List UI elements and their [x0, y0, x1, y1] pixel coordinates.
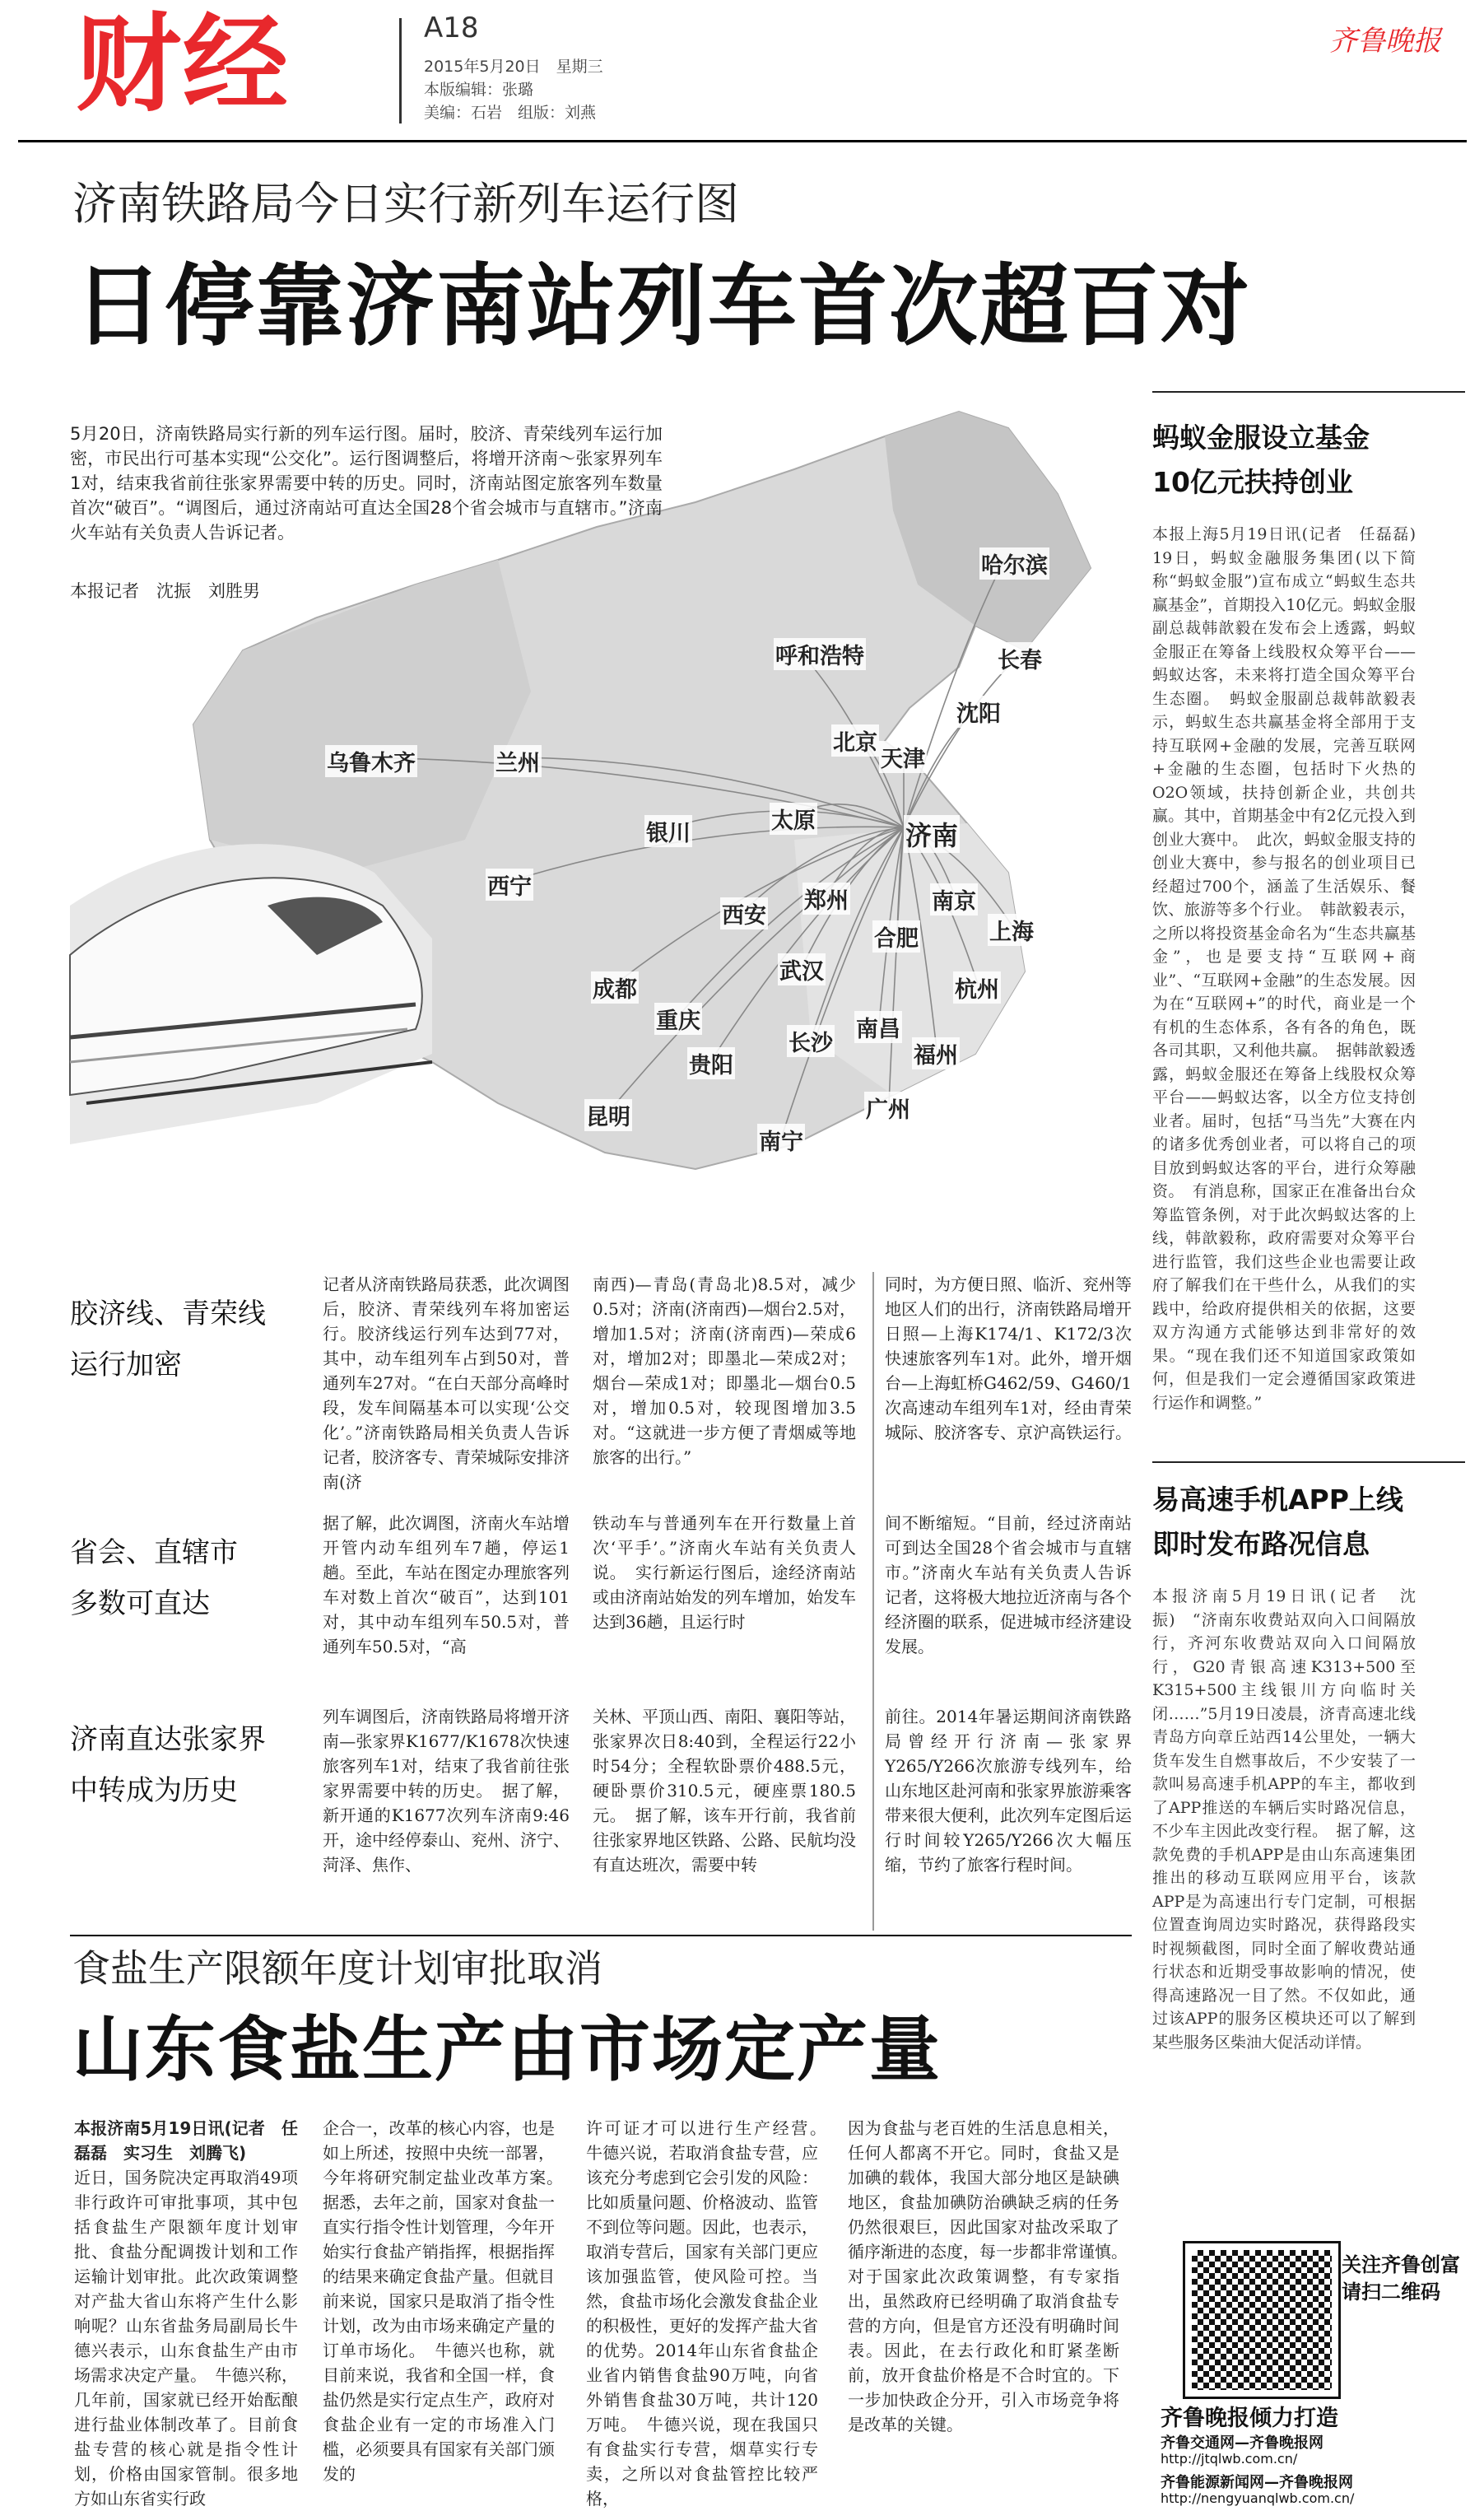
city-label: 银川 [644, 815, 692, 847]
page-number: A18 [424, 12, 479, 44]
city-label: 杭州 [953, 971, 1001, 1004]
city-label: 合肥 [872, 920, 920, 953]
city-label: 南宁 [757, 1124, 805, 1156]
high-speed-train-illustration [70, 844, 432, 1144]
site1-name: 齐鲁交通网—齐鲁晚报网 [1161, 2434, 1324, 2452]
article-separator [70, 1935, 1132, 1936]
qr-code[interactable] [1185, 2243, 1338, 2397]
masthead-divider [399, 18, 402, 123]
city-label-hub: 济南 [904, 815, 960, 853]
city-label: 上海 [988, 914, 1035, 946]
article2-col3: 许可证才可以进行生产经营。 牛德兴说，若取消食盐专营，应该充分考虑到它会引发的风险：比如质量问题、价格波动、监管不到位等问题。因此，也表示，取消专营后，国家有关部门更应该加强监管，使风险可控。当然，食盐市场化会激发食盐企业的积极性，更好的发挥产盐大省的优势。2014年山东省食盐企业省内销售食盐90万吨，向省外销售食盐30万吨，共计120万吨。 牛德兴说，现在我国只有食盐实行专营，烟草实行专卖，之所以对食盐管控比较严格， [586, 2118, 835, 2509]
city-label: 北京 [831, 724, 879, 757]
masthead-rule [18, 140, 1467, 142]
city-label: 长沙 [787, 1025, 835, 1057]
sidebar-mid-rule [1152, 1461, 1465, 1463]
article1-subtitle: 济南铁路局今日实行新列车运行图 [72, 178, 739, 230]
article2-col1: 本报济南5月19日讯(记者 任磊磊 实习生 刘腾飞) 近日，国务院决定再取消49项非行政许可审批事项，其中包括食盐生产限额年度计划审批、食盐分配调拨计划和工作运输计划审批。此次政策调整对产盐大省山东将产生什么影响呢？山东省盐务局副局长牛德兴表示，山东食盐生产由市场需求决定产量。 牛德兴称，几年前，国家就已经开始酝酿进行盐业体制改革了。目前食盐专营的核心就是指令性计划，价格由国家管制。很多地方如山东省实行政 [74, 2118, 298, 2509]
city-label: 兰州 [494, 745, 542, 777]
city-label: 太原 [770, 803, 817, 835]
section2-heading: 省会、直辖市 多数可直达 [70, 1536, 238, 1620]
section1-col2: 南西)—青岛(青岛北)8.5对，减少0.5对；济南(济南西)—烟台2.5对，增加1.5对；济南(济南西)—荣成6对，增加2对；即墨北—荣成2对；烟台—荣成1对；即墨北—烟台0.5对，增加0.5对，较现图增加3.5对。“这就进一步方便了青烟威等地旅客的出行。” [593, 1274, 856, 1467]
article1-lead: 5月20日，济南铁路局实行新的列车运行图。届时，胶济、青荣线列车运行加密，市民出行可基本实现“公交化”。运行图调整后，将增开济南～张家界列车1对，结束我省前往张家界需要中转的历史。同时，济南站图定旅客列车数量首次“破百”。“调图后，通过济南站可直达全国28个省会城市与直辖市。”济南火车站有关负责人告诉记者。 [70, 424, 663, 543]
section2-col1: 据了解，此次调图，济南火车站增开管内动车组列车7趟，停运1趟。至此，车站在图定办理旅客列车对数上首次“破百”，达到101对，其中动车组列车50.5对，普通列车50.5对，“高 [323, 1513, 570, 1656]
city-label: 武汉 [778, 953, 826, 985]
sidebar-top-rule [1152, 391, 1465, 393]
city-label: 沈阳 [955, 696, 1003, 728]
city-label: 昆明 [584, 1099, 632, 1131]
column-rule [872, 1272, 874, 1931]
city-label: 西安 [720, 897, 768, 929]
site2-url[interactable]: http://nengyuanqlwb.com.cn/ [1161, 2490, 1355, 2506]
section1-col3: 同时，为方便日照、临沂、兖州等地区人们的出行，济南铁路局增开日照—上海K174/1、K172/3次快速旅客列车1对。此外，增开烟台—上海虹桥G462/59、G460/1次高速动车组列车1对，经由青荣城际、胶济客专、京沪高铁运行。 [885, 1274, 1132, 1442]
qr-caption: 关注齐鲁创富 请扫二维码 [1342, 2253, 1460, 2304]
section3-col3: 前往。2014年暑运期间济南铁路局曾经开行济南—张家界Y265/Y266次旅游专线列车，给山东地区赴河南和张家界旅游乘客带来很大便利，此次列车定图后运行时间较Y265/Y266次大幅压缩，节约了旅客行程时间。 [885, 1707, 1132, 1875]
city-label: 天津 [879, 741, 927, 773]
city-label: 乌鲁木齐 [325, 745, 417, 777]
designer-credit: 美编：石岩 组版：刘燕 [424, 104, 597, 122]
section1-col1: 记者从济南铁路局获悉，此次调图后，胶济、青荣线列车将加密运行。胶济线运行列车达到77对，其中，动车组列车占到50对，普通列车27对。“在白天部分高峰时段，发车间隔基本可以实现‘公交化’。”济南铁路局相关负责人告诉记者，胶济客专、青荣城际安排济南(济 [323, 1274, 570, 1492]
editor-credit: 本版编辑：张璐 [424, 81, 534, 99]
issue-date: 2015年5月20日 星期三 [424, 58, 603, 76]
sidebar-article2-body: 本报济南5月19日讯(记者 沈振) “济南东收费站双向入口间隔放行，齐河东收费站双向入口间隔放行，G20青银高速K313+500至K315+500主线银川方向临时关闭……”5月19日凌晨，济青高速北线青岛方向章丘站西14公里处，一辆大货车发生自燃事故后，不少安装了一款叫易高速手机APP的车主，都收到了APP推送的车辆后实时路况信息，不少车主因此改变行程。 据了解，这款免费的手机APP是由山东高速集团推出的移动互联网应用平台，该款APP是为高速出行专门定制，可根据位置查询周边实时路况，获得路段实时视频截图，同时全面了解收费站通行状态和近期受事故影响的情况，使得高速路况一目了然。不仅如此，通过该APP的服务区模块还可以了解到某些服务区柴油大促活动详情。 [1152, 1587, 1416, 2052]
city-label: 西宁 [486, 869, 533, 901]
city-label: 郑州 [802, 883, 850, 915]
section2-col3: 间不断缩短。“目前，经过济南站可到达全国28个省会城市与直辖市。”济南火车站有关负责人告诉记者，这将极大地拉近济南与各个经济圈的联系，促进城市经济建设发展。 [885, 1513, 1132, 1656]
city-label: 福州 [912, 1037, 960, 1069]
sidebar-article1-title: 蚂蚁金服设立基金 10亿元扶持创业 [1152, 422, 1370, 498]
qr-tagline: 齐鲁晚报倾力打造 [1161, 2406, 1338, 2431]
section-title: 财经 [76, 3, 291, 126]
city-label: 南京 [930, 883, 978, 915]
sidebar-article1-body: 本报上海5月19日讯(记者 任磊磊) 19日，蚂蚁金融服务集团(以下简称“蚂蚁金服”)宣布成立“蚂蚁生态共赢基金”，首期投入10亿元。蚂蚁金服副总裁韩歆毅在发布会上透露，蚂蚁金服正在筹备上线股权众筹平台——蚂蚁达客，未来将打造全国众筹平台生态圈。 蚂蚁金服副总裁韩歆毅表示，蚂蚁生态共赢基金将全部用于支持互联网+金融的发展，完善互联网+金融的生态圈，包括时下火热的O2O领域，扶持创新企业，共创共赢。其中，首期基金中有2亿元投入到创业大赛中。 此次，蚂蚁金服支持的创业大赛中，参与报名的创业项目已经超过700个，涵盖了生活娱乐、餐饮、旅游等多个行业。 韩歆毅表示，之所以将投资基金命名为“生态共赢基金”，也是要支持“互联网+商业”、“互联网+金融”的生态发展。因为在“互联网+”的时代，商业是一个有机的生态体系，各有各的角色，既各司其职，又利他共赢。 据韩歆毅透露，蚂蚁金服还在筹备上线股权众筹平台——蚂蚁达客，以全方位支持创业者。届时，包括“马当先”大赛在内的诸多优秀创业者，可以将自己的项目放到蚂蚁达客的平台，进行众筹融资。 有消息称，国家正在准备出台众筹监管条例，对于此次蚂蚁达客的上线，韩歆毅称，政府需要对众筹平台进行监管，我们这些企业也需要让政府了解我们在干些什么，从我们的实践中，给政府提供相关的依据，这要双方沟通方式能够达到非常好的效果。“现在我们还不知道国家政策如何，但是我们一定会遵循国家政策进行运作和调整。” [1152, 525, 1432, 1412]
city-label: 呼和浩特 [774, 638, 866, 670]
section3-col2: 关林、平顶山西、南阳、襄阳等站，张家界次日8:40到，全程运行22小时54分；全程软卧票价488.5元，硬卧票价310.5元，硬座票180.5元。 据了解，该车开行前，我省前往张家界地区铁路、公路、民航均没有直达班次，需要中转 [593, 1707, 856, 1875]
article2-subtitle: 食盐生产限额年度计划审批取消 [72, 1946, 602, 1991]
sidebar [1144, 391, 1473, 2506]
city-label: 贵阳 [687, 1047, 735, 1079]
city-label: 南昌 [854, 1011, 902, 1043]
article1-byline: 本报记者 沈振 刘胜男 [70, 581, 260, 601]
article1-title: 日停靠济南站列车首次超百对 [74, 255, 1252, 358]
section3-col1: 列车调图后，济南铁路局将增开济南—张家界K1677/K1678次快速旅客列车1对，结束了我省前往张家界需要中转的历史。 据了解，新开通的K1677次列车济南9:46开，途中经停泰山、兖州、济宁、菏泽、焦作、 [323, 1707, 570, 1875]
city-label: 重庆 [654, 1003, 702, 1035]
city-label: 成都 [591, 971, 639, 1004]
article2-col2: 企合一，改革的核心内容，也是如上所述，按照中央统一部署，今年将研究制定盐业改革方案。 据悉，去年之前，国家对食盐一直实行指令性计划管理，今年开始实行食盐产销指挥，根据指挥的结果来确定食盐产量。但就目前来说，国家只是取消了指令性计划，改为由市场来确定产量的订单市场化。 牛德兴也称，就目前来说，我省和全国一样，食盐仍然是实行定点生产，政府对食盐企业有一定的市场准入门槛，必须要具有国家有关部门颁发的 [323, 2118, 571, 2484]
article2-col4: 因为食盐与老百姓的生活息息相关，任何人都离不开它。同时，食盐又是加碘的载体，我国大部分地区是缺碘地区，食盐加碘防治碘缺乏病的任务仍然很艰巨，因此国家对盐改采取了循序渐进的态度，每一步都非常谨慎。 对于国家此次政策调整，有专家指出，虽然政府已经明确了取消食盐专营的方向，但是官方还没有明确时间表。因此，在去行政化和盯紧垄断前，放开食盐价格是不合时宜的。下一步加快政企分开，引入市场竞争将是改革的关键。 [848, 2118, 1136, 2434]
article2-title: 山东食盐生产由市场定产量 [72, 2009, 942, 2091]
section2-col2: 铁动车与普通列车在开行数量上首次‘平手’。”济南火车站有关负责人说。 实行新运行图后，途经济南站或由济南站始发的列车增加，始发车达到36趟，且运行时 [593, 1513, 856, 1632]
sidebar-article2-title: 易高速手机APP上线 即时发布路况信息 [1152, 1484, 1403, 1560]
city-label: 广州 [864, 1092, 912, 1124]
site2-name: 齐鲁能源新闻网—齐鲁晚报网 [1161, 2474, 1353, 2491]
newspaper-logo: 齐鲁晚报 [1329, 25, 1441, 58]
section1-heading: 胶济线、青荣线 运行加密 [70, 1297, 266, 1381]
section3-heading: 济南直达张家界 中转成为历史 [70, 1723, 266, 1807]
site1-url[interactable]: http://jtqlwb.com.cn/ [1161, 2451, 1298, 2467]
city-label: 长春 [996, 642, 1044, 674]
city-label: 哈尔滨 [979, 547, 1049, 580]
